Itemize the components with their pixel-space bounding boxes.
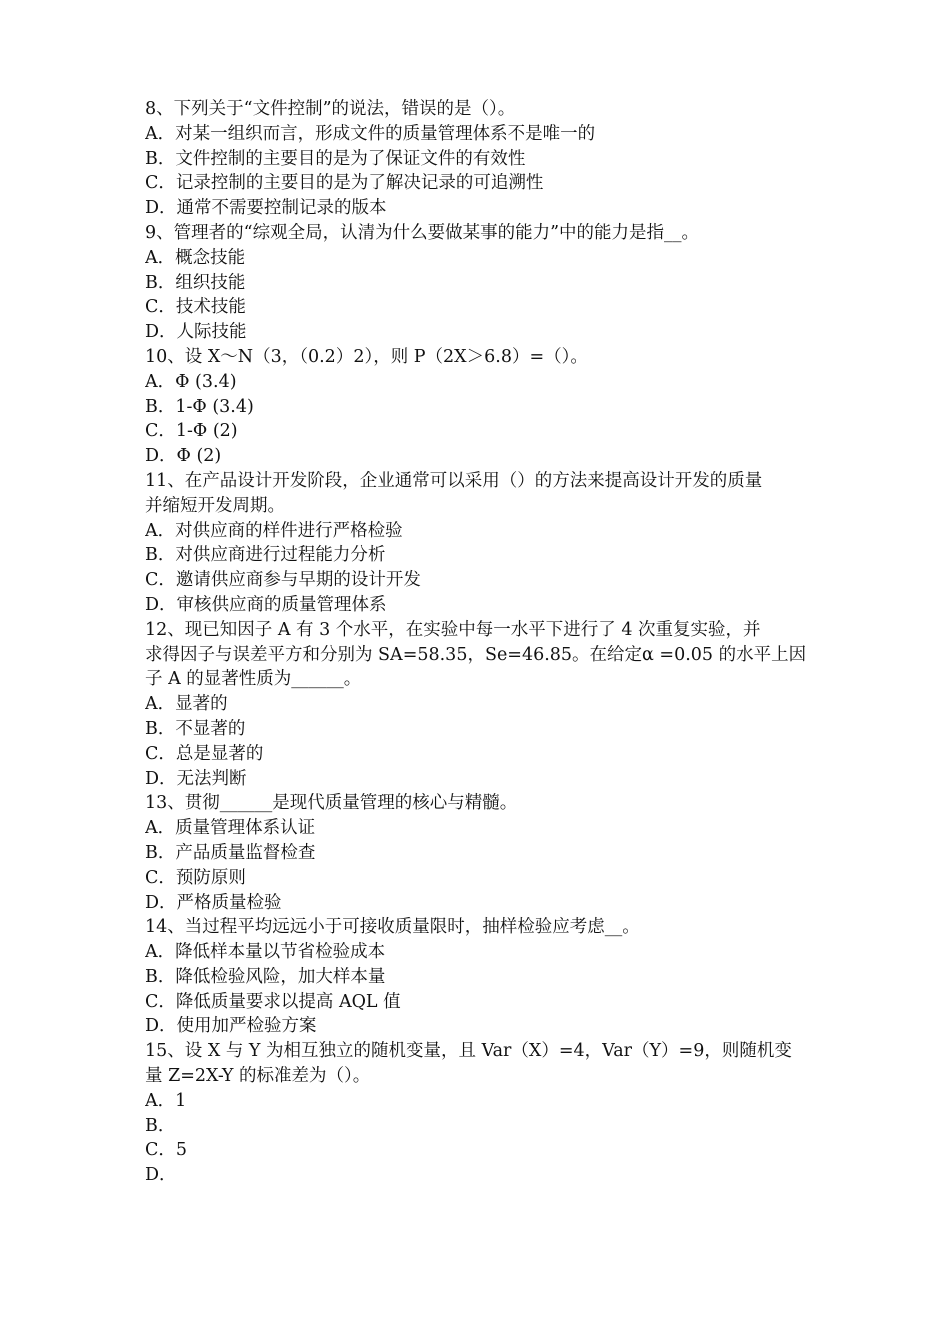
option-c: C．技术技能 [145, 297, 246, 318]
option-b: B．1-Φ (3.4) [145, 396, 254, 417]
question-stem: 12、现已知因子 A 有 3 个水平，在实验中每一水平下进行了 4 次重复实验，并 [145, 619, 761, 640]
question-14 [145, 915, 817, 1039]
option-c: C．邀请供应商参与早期的设计开发 [145, 570, 421, 591]
question-stem: 15、设 X 与 Y 为相互独立的随机变量，且 Var（X）=4，Var（Y）=9，则随机变 [145, 1041, 792, 1062]
option-d: D．严格质量检验 [145, 892, 282, 913]
option-d: D．审核供应商的质量管理体系 [145, 594, 387, 615]
option-c: C．记录控制的主要目的是为了解决记录的可追溯性 [145, 173, 544, 194]
document-page [145, 97, 817, 1188]
option-c: C．降低质量要求以提高 AQL 值 [145, 991, 401, 1012]
option-a: A．降低样本量以节省检验成本 [145, 942, 386, 963]
option-d: D．人际技能 [145, 322, 247, 343]
question-13 [145, 791, 817, 915]
question-stem-continued: 并缩短开发周期。 [145, 495, 285, 516]
option-b: B．不显著的 [145, 718, 246, 739]
option-a: A．概念技能 [145, 247, 246, 268]
question-stem: 10、设 X～N（3，（0.2）2），则 P（2X＞6.8）=（）。 [145, 346, 588, 367]
question-stem: 14、当过程平均远远小于可接收质量限时，抽样检验应考虑__。 [145, 917, 640, 938]
option-c: C．5 [145, 1140, 188, 1161]
question-stem: 8、下列关于“文件控制”的说法，错误的是（）。 [145, 99, 516, 119]
option-b: B． [145, 1115, 176, 1136]
option-b: B．对供应商进行过程能力分析 [145, 545, 386, 566]
option-d: D．使用加严检验方案 [145, 1016, 317, 1037]
question-stem: 13、贯彻______是现代质量管理的核心与精髓。 [145, 793, 518, 814]
question-stem-continued: 量 Z=2X-Y 的标准差为（）。 [145, 1066, 371, 1087]
option-b: B．产品质量监督检查 [145, 842, 316, 863]
option-b: B．文件控制的主要目的是为了保证文件的有效性 [145, 148, 526, 169]
question-12 [145, 618, 817, 792]
option-a: A．对供应商的样件进行严格检验 [145, 520, 403, 541]
option-c: C．总是显著的 [145, 743, 264, 764]
question-8 [145, 97, 817, 221]
option-d: D．Φ (2) [145, 446, 222, 467]
question-9 [145, 221, 817, 345]
option-d: D． [145, 1165, 177, 1186]
option-c: C．预防原则 [145, 867, 246, 888]
question-stem: 9、管理者的“综观全局，认清为什么要做某事的能力”中的能力是指__。 [145, 222, 700, 243]
option-a: A．质量管理体系认证 [145, 818, 316, 839]
question-11 [145, 469, 817, 618]
option-d: D．无法判断 [145, 768, 247, 789]
option-d: D．通常不需要控制记录的版本 [145, 198, 387, 219]
question-stem: 11、在产品设计开发阶段，企业通常可以采用（）的方法来提高设计开发的质量 [145, 470, 763, 491]
option-a: A．1 [145, 1090, 187, 1111]
option-a: A．对某一组织而言，形成文件的质量管理体系不是唯一的 [145, 123, 596, 144]
option-a: A．Φ (3.4) [145, 371, 237, 392]
option-b: B．组织技能 [145, 272, 246, 293]
question-10 [145, 345, 817, 469]
option-a: A．显著的 [145, 694, 228, 715]
option-c: C．1-Φ (2) [145, 421, 238, 442]
option-b: B．降低检验风险，加大样本量 [145, 966, 386, 987]
question-stem-continued: 子 A 的显著性质为______。 [145, 669, 362, 690]
question-15 [145, 1039, 817, 1188]
question-stem-continued: 求得因子与误差平方和分别为 SA=58.35，Se=46.85。在给定α =0.05 的水平上因 [145, 644, 807, 665]
